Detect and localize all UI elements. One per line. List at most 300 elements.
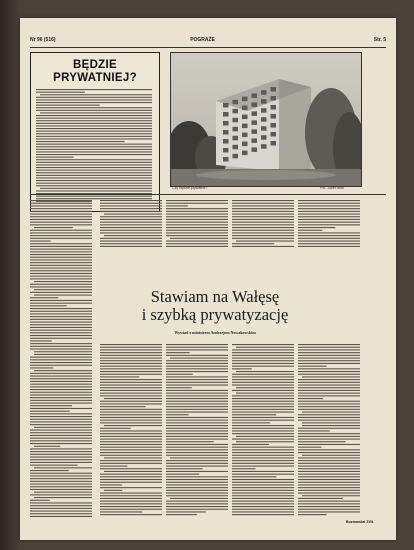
text-line (166, 406, 228, 407)
text-line (232, 243, 274, 244)
window (242, 124, 248, 129)
text-line (100, 498, 162, 499)
text-line (232, 216, 294, 217)
text-line (298, 230, 322, 231)
text-line (166, 200, 228, 201)
text-line (302, 376, 360, 377)
text-line (166, 393, 228, 394)
text-line (298, 406, 360, 407)
text-line (166, 363, 228, 364)
text-line (30, 511, 92, 512)
text-line (100, 503, 162, 504)
text-line (232, 493, 294, 494)
text-line (30, 454, 92, 455)
text-line (232, 428, 294, 429)
text-line (298, 511, 360, 512)
text-line (34, 354, 92, 355)
text-line (298, 355, 360, 356)
text-line (30, 432, 92, 433)
text-line (30, 386, 92, 387)
text-line (30, 459, 92, 460)
text-line (166, 428, 228, 429)
text-line (100, 484, 122, 485)
text-line (36, 151, 152, 152)
text-line (232, 503, 294, 504)
window (271, 105, 277, 110)
window (271, 123, 277, 128)
text-line (298, 476, 360, 477)
text-line (232, 358, 294, 359)
text-line (298, 243, 360, 244)
text-line (100, 216, 162, 217)
text-line (166, 463, 228, 464)
text-line (232, 414, 276, 415)
text-line (232, 376, 294, 377)
text-line (166, 222, 228, 223)
text-line (100, 387, 162, 388)
text-line (232, 439, 294, 440)
window (233, 154, 239, 159)
text-line (100, 395, 162, 396)
text-line (232, 490, 294, 491)
text-line (166, 444, 228, 445)
window (271, 87, 277, 92)
window (223, 157, 229, 162)
text-line (232, 447, 294, 448)
text-line (232, 227, 294, 228)
window (252, 111, 258, 116)
text-line (30, 392, 92, 393)
window (233, 145, 239, 150)
text-line (36, 175, 152, 176)
photo-credit: Fot. Józef Stok (320, 186, 344, 190)
text-line (36, 115, 152, 116)
text-line (30, 340, 52, 341)
text-line (30, 205, 92, 206)
text-line (166, 433, 228, 434)
text-line (298, 344, 360, 345)
text-line (298, 474, 360, 475)
text-line (166, 205, 188, 206)
text-line (166, 376, 228, 377)
text-line (232, 484, 294, 485)
text-line (30, 411, 70, 412)
text-line (34, 295, 92, 296)
text-line (100, 482, 162, 483)
text-line (30, 438, 92, 439)
text-line (30, 516, 92, 517)
text-line (30, 489, 92, 490)
text-line (30, 257, 92, 258)
text-line (30, 397, 92, 398)
text-line (100, 466, 127, 467)
text-line (100, 430, 162, 431)
text-line (166, 430, 228, 431)
masthead-rule (30, 47, 386, 48)
text-line (30, 332, 92, 333)
text-line (30, 470, 69, 471)
text-line (30, 484, 92, 485)
school-building-image (171, 53, 361, 186)
text-line (298, 360, 360, 361)
text-line (30, 241, 51, 242)
text-line (36, 125, 152, 126)
text-line (30, 494, 92, 495)
window (223, 148, 229, 153)
text-line (166, 398, 228, 399)
text-line (298, 393, 360, 394)
text-line (100, 436, 162, 437)
text-line (30, 481, 92, 482)
text-line (298, 482, 360, 483)
text-line (232, 433, 294, 434)
text-line (36, 107, 152, 108)
text-line (298, 414, 360, 415)
text-line (298, 490, 360, 491)
text-line (166, 246, 228, 247)
text-line (100, 376, 139, 377)
text-line (36, 164, 152, 165)
window (242, 151, 248, 156)
text-line (30, 486, 92, 487)
text-line (36, 149, 152, 150)
window (252, 147, 258, 152)
text-line (232, 401, 294, 402)
text-line (166, 366, 228, 367)
text-line (166, 216, 228, 217)
text-line (100, 476, 162, 477)
text-line (104, 490, 122, 491)
text-line (166, 447, 228, 448)
text-line (298, 358, 360, 359)
text-line (100, 433, 162, 434)
text-line (232, 474, 294, 475)
window (242, 97, 248, 102)
text-line (36, 185, 152, 186)
text-line (100, 493, 162, 494)
window (223, 121, 229, 126)
text-line (100, 227, 162, 228)
text-line (100, 509, 162, 510)
text-line (298, 468, 360, 469)
text-line (100, 200, 162, 201)
text-line (36, 180, 152, 181)
text-line (36, 190, 152, 191)
text-line (100, 232, 162, 233)
text-line (232, 390, 294, 391)
text-line (166, 514, 197, 515)
text-line (232, 205, 294, 206)
text-line (236, 441, 294, 442)
text-line (298, 460, 360, 461)
text-line (232, 479, 294, 480)
text-line (298, 222, 360, 223)
text-line (30, 262, 92, 263)
box-title (31, 59, 159, 84)
text-line (298, 420, 360, 421)
window (233, 136, 239, 141)
text-line (166, 441, 214, 442)
text-line (166, 387, 192, 388)
text-line (100, 347, 162, 348)
text-line (36, 123, 152, 124)
text-line (30, 286, 92, 287)
text-line (166, 509, 228, 510)
text-line (298, 366, 327, 367)
text-line (298, 216, 360, 217)
text-line (298, 347, 360, 348)
text-line (298, 398, 323, 399)
text-line (100, 363, 162, 364)
text-line (166, 511, 206, 512)
masthead (20, 18, 396, 43)
text-line (36, 196, 152, 197)
text-line (232, 417, 294, 418)
text-line (34, 467, 92, 468)
text-line (232, 452, 294, 453)
text-line (166, 395, 228, 396)
text-line (36, 146, 152, 147)
window (233, 127, 239, 132)
text-line (166, 403, 228, 404)
text-line (302, 425, 360, 426)
text-line (100, 428, 131, 429)
text-line (30, 403, 92, 404)
text-line (30, 316, 92, 317)
text-line (166, 390, 228, 391)
text-line (30, 357, 92, 358)
text-line (232, 360, 294, 361)
text-line (104, 457, 162, 458)
text-line (298, 484, 360, 485)
text-line (298, 441, 346, 442)
text-line (36, 118, 152, 119)
text-line (30, 343, 92, 344)
text-line (166, 203, 228, 204)
text-line (166, 506, 228, 507)
text-line (166, 360, 228, 361)
text-line (36, 170, 152, 171)
text-line (298, 503, 360, 504)
text-line (100, 360, 162, 361)
text-line (100, 344, 162, 345)
text-line (30, 219, 92, 220)
text-line (232, 208, 294, 209)
text-line (298, 232, 360, 233)
text-line (34, 492, 92, 493)
text-line (30, 359, 92, 360)
text-line (166, 476, 228, 477)
text-line (170, 238, 228, 239)
text-line (166, 455, 228, 456)
text-line (34, 281, 92, 282)
window (242, 133, 248, 138)
text-line (298, 493, 360, 494)
text-line (298, 457, 360, 458)
text-line (166, 471, 228, 472)
window (261, 144, 267, 149)
box-title-line2: PRYWATNIEJ? (53, 71, 137, 84)
text-line (166, 347, 228, 348)
text-line (30, 224, 92, 225)
text-line (30, 297, 58, 298)
text-line (100, 238, 162, 239)
text-line (30, 367, 53, 368)
text-line (30, 214, 92, 215)
text-line (298, 401, 360, 402)
text-line (232, 238, 294, 239)
text-line (166, 232, 228, 233)
text-line (34, 497, 92, 498)
text-line (166, 385, 228, 386)
text-line (166, 379, 228, 380)
text-line (104, 235, 162, 236)
text-line (100, 382, 162, 383)
text-line (236, 347, 294, 348)
text-line (298, 487, 360, 488)
text-line (100, 514, 162, 515)
text-line (30, 443, 92, 444)
text-line (298, 506, 360, 507)
text-line (36, 172, 152, 173)
upper-column-text (100, 198, 362, 250)
text-line (166, 501, 228, 502)
text-line (100, 355, 162, 356)
text-line (232, 476, 276, 477)
text-line (30, 324, 92, 325)
text-line (30, 376, 92, 377)
text-line (100, 406, 146, 407)
text-line (30, 416, 92, 417)
text-line (166, 227, 228, 228)
text-line (30, 408, 92, 409)
text-line (166, 401, 228, 402)
text-line (36, 105, 100, 106)
text-line (36, 120, 152, 121)
text-line (166, 422, 228, 423)
text-line (232, 224, 294, 225)
text-line (30, 243, 92, 244)
text-line (232, 430, 294, 431)
text-line (298, 403, 360, 404)
text-line (36, 136, 152, 137)
text-line (232, 214, 294, 215)
text-line (30, 208, 92, 209)
text-line (298, 382, 360, 383)
text-line (34, 351, 92, 352)
text-line (100, 349, 162, 350)
text-line (166, 368, 228, 369)
text-line (30, 238, 92, 239)
window (223, 130, 229, 135)
text-line (166, 219, 228, 220)
text-line (170, 358, 228, 359)
text-line (232, 246, 294, 247)
text-line (298, 352, 360, 353)
text-line (232, 406, 294, 407)
text-line (166, 211, 228, 212)
text-line (232, 412, 294, 413)
text-line (36, 92, 85, 93)
text-line (30, 502, 92, 503)
text-line (30, 473, 92, 474)
article-subhead: Wywiad z ministrem Andrzejem Nowakowskim (174, 330, 256, 335)
text-line (232, 352, 294, 353)
text-line (30, 254, 92, 255)
text-line (232, 449, 294, 450)
text-line (100, 506, 162, 507)
text-line (166, 452, 228, 453)
text-line (100, 390, 162, 391)
text-line (232, 471, 294, 472)
binding-edge (0, 0, 22, 550)
text-line (30, 448, 92, 449)
text-line (298, 430, 330, 431)
window (261, 99, 267, 104)
text-line (30, 222, 92, 223)
paper-title: POGRAŻE (190, 37, 215, 43)
text-line (166, 468, 203, 469)
text-line (100, 243, 162, 244)
text-line (232, 349, 294, 350)
text-line (232, 398, 294, 399)
text-line (30, 365, 92, 366)
window (271, 96, 277, 101)
text-line (302, 495, 360, 496)
window (242, 115, 248, 120)
text-line (298, 509, 360, 510)
text-line (100, 230, 162, 231)
text-line (232, 495, 294, 496)
text-line (36, 167, 152, 168)
article-headline-line1: Stawiam na Wałęsę (150, 287, 280, 306)
text-line (30, 305, 67, 306)
text-line (298, 433, 360, 434)
text-line (36, 162, 152, 163)
text-line (34, 370, 92, 371)
text-line (232, 468, 256, 469)
text-line (36, 154, 152, 155)
text-line (298, 452, 360, 453)
text-line (298, 428, 360, 429)
text-line (100, 479, 162, 480)
window (242, 106, 248, 111)
text-line (30, 478, 92, 479)
text-line (40, 94, 152, 95)
text-line (30, 235, 92, 236)
text-line (166, 487, 228, 488)
text-line (36, 157, 74, 158)
window (252, 93, 258, 98)
text-line (30, 278, 92, 279)
text-line (298, 471, 360, 472)
text-line (298, 224, 360, 225)
text-line (232, 382, 294, 383)
text-line (30, 211, 92, 212)
text-line (30, 313, 92, 314)
text-line (100, 463, 162, 464)
text-line (166, 449, 228, 450)
text-line (232, 482, 294, 483)
text-line (232, 509, 294, 510)
text-line (302, 412, 360, 413)
text-line (30, 308, 92, 309)
text-line (166, 243, 228, 244)
text-line (36, 133, 152, 134)
text-line (30, 457, 92, 458)
text-line (30, 216, 92, 217)
text-line (232, 457, 294, 458)
